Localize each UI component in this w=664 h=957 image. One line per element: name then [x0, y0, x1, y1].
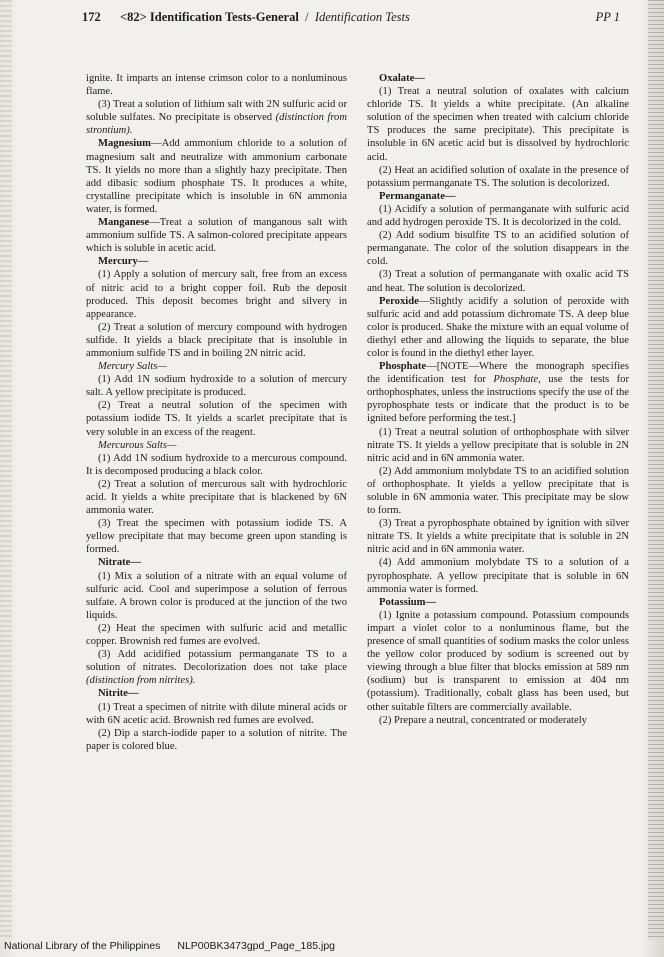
- text-run: (3) Add acidified potassium permanganate TS to a solution of nitrates. Decolorization does not take place: [86, 649, 347, 674]
- paragraph: (1) Treat a neutral solution of oxalates with calcium chloride TS. It yields a white precipitate. (An alkaline solution of the specimen when treated with calcium chloride TS produces the same precipitate). This precipitate is insoluble in 6N acetic acid but is dissolved by hydrochloric acid.: [367, 86, 629, 163]
- test-entry-phosphate: [367, 360, 629, 425]
- chapter-number: <82>: [120, 10, 147, 24]
- text-run: (3) Treat a solution of lithium salt with 2N sulfuric acid or soluble sulfates. No precipitate is observed: [86, 99, 347, 124]
- right-column: [367, 72, 629, 727]
- paragraph: (1) Ignite a potassium compound. Potassium compounds impart a violet color to a nonluminous flame, but the presence of small quantities of sodium masks the color unless the yellow color produced by sodium is screened out by viewing through a blue filter that blocks emission at 589 nm (sodium) but is transparent to emission at 404 nm (potassium). Traditionally, cobalt glass has been used, but other suitable filters are commercially available.: [367, 609, 629, 713]
- left-column: [86, 72, 347, 753]
- test-text: —Slightly acidify a solution of peroxide with sulfuric acid and add potassium dichromate TS. A deep blue color is produced. Shake the mixture with an equal volume of diethyl ether and allowing the liquids to separate, the blue color is found in the diethyl ether layer.: [367, 295, 629, 359]
- italic-note: (distinction from strontium).: [86, 112, 347, 137]
- test-heading: Magnesium: [98, 138, 151, 150]
- test-heading-nitrite: Nitrite—: [98, 688, 139, 700]
- paragraph: (2) Heat an acidified solution of oxalate in the presence of potassium permanganate TS. The solution is decolorized.: [367, 164, 629, 189]
- paragraph: (1) Add 1N sodium hydroxide to a mercurous compound. It is decomposed producing a black color.: [86, 452, 347, 477]
- test-entry-magnesium: [86, 137, 347, 216]
- chapter-heading: [120, 10, 410, 25]
- header-separator: /: [305, 10, 309, 24]
- paragraph: (2) Dip a starch-iodide paper to a solution of nitrite. The paper is colored blue.: [86, 727, 347, 752]
- paragraph: (2) Treat a neutral solution of the specimen with potassium iodide TS. It yields a scarlet precipitate that is very soluble in an excess of the reagent.: [86, 400, 347, 438]
- scan-footer: [4, 940, 660, 955]
- subheading-mercuric-salts: Mercury Salts—: [98, 361, 167, 373]
- paragraph: (3) Treat a pyrophosphate obtained by ignition with silver nitrate TS. It yields a white precipitate that is soluble in 2N nitric acid and in 6N ammonia water.: [367, 518, 629, 556]
- paragraph: (2) Treat a solution of mercury compound with hydrogen sulfide. It yields a black precipitate that is insoluble in ammonium sulfide TS and in boiling 2N nitric acid.: [86, 321, 347, 359]
- paragraph: (4) Add ammonium molybdate TS to a solution of a pyrophosphate. A yellow precipitate that is soluble in 6N ammonia water is formed.: [367, 557, 629, 595]
- subheading-mercurous-salts: Mercurous Salts—: [98, 439, 177, 451]
- paragraph: (3) Treat a solution of permanganate with oxalic acid TS and heat. The solution is decolorized.: [367, 269, 629, 294]
- italic-term: Phosphate: [493, 374, 539, 386]
- chapter-title: Identification Tests-General: [149, 10, 299, 24]
- test-heading-permanganate: Permanganate—: [379, 190, 456, 202]
- paragraph: (1) Mix a solution of a nitrate with an equal volume of sulfuric acid. Cool and superimpose a solution of ferrous sulfate. A brown color is produced at the junction of the two liquids.: [86, 570, 347, 621]
- paragraph: (1) Treat a specimen of nitrite with dilute mineral acids or with 6N acetic acid. Brownish red fumes are evolved.: [86, 701, 347, 726]
- page-right-edge: [648, 0, 664, 940]
- paragraph: (1) Add 1N sodium hydroxide to a solution of mercury salt. A yellow precipitate is produced.: [86, 374, 347, 399]
- file-name: NLP00BK3473gpd_Page_185.jpg: [177, 940, 335, 952]
- paragraph: [86, 98, 347, 137]
- test-entry-peroxide: [367, 295, 629, 360]
- running-header: [82, 8, 620, 28]
- test-heading: Peroxide: [379, 295, 419, 307]
- paragraph: (1) Acidify a solution of permanganate with sulfuric acid and add hydrogen peroxide TS. It is decolorized in the cold.: [367, 203, 629, 229]
- test-text: —Treat a solution of manganous salt with ammonium sulfide TS. A salmon-colored precipitate appears which is soluble in acetic acid.: [86, 217, 347, 255]
- paragraph: (1) Apply a solution of mercury salt, free from an excess of nitric acid to a bright copper foil. Rub the deposit produced. This deposit becomes bright and silvery in appearance.: [86, 269, 347, 320]
- paragraph: (2) Add ammonium molybdate TS to an acidified solution of orthophosphate. It yields a yellow precipitate that is soluble in 6N ammonia water. This precipitate may be slow to form.: [367, 465, 629, 517]
- page-left-edge: [0, 0, 12, 940]
- edition-label: PP 1: [595, 10, 620, 24]
- paragraph: (2) Heat the specimen with sulfuric acid and metallic copper. Brownish red fumes are evolved.: [86, 622, 347, 648]
- paragraph: (1) Treat a neutral solution of orthophosphate with silver nitrate TS. It yields a yellow precipitate that is soluble in 2N nitric acid and in 6N ammonia water.: [367, 426, 629, 464]
- paragraph: (3) Treat the specimen with potassium iodide TS. A yellow precipitate that may become green upon standing is formed.: [86, 518, 347, 556]
- paragraph: ignite. It imparts an intense crimson color to a nonluminous flame.: [86, 73, 347, 98]
- page-number: 172: [82, 10, 101, 24]
- italic-note: (distinction from nitrites).: [86, 675, 196, 687]
- test-heading: Phosphate: [379, 361, 427, 373]
- test-entry-manganese: [86, 216, 347, 255]
- note-text: —[NOTE—Where the monograph specifies the identification test for: [367, 361, 629, 386]
- library-credit: National Library of the Philippines: [4, 940, 161, 952]
- note-text: , use the tests for orthophosphates, unless the instructions specify the use of the pyrophosphate tests or indicate that the product is to be ignited before performing the test.]: [367, 374, 629, 425]
- test-text: —Add ammonium chloride to a solution of magnesium salt and neutralize with ammonium carbonate TS. It yields no more than a slightly hazy precipitate. Then add dibasic sodium phosphate TS. It produces a white, crystalline precipitate which is insoluble in 6N ammonia water, is formed.: [86, 138, 347, 215]
- paragraph: (2) Prepare a neutral, concentrated or moderately: [379, 714, 587, 726]
- paragraph: [86, 648, 347, 687]
- paragraph: (2) Add sodium bisulfite TS to an acidified solution of permanganate. The color of the solution disappears in the cold.: [367, 230, 629, 268]
- test-heading-nitrate: Nitrate—: [98, 557, 141, 569]
- section-title: Identification Tests: [314, 10, 410, 24]
- test-heading-mercury: Mercury—: [98, 256, 149, 268]
- test-heading: Manganese: [98, 217, 150, 229]
- test-heading-potassium: Potassium—: [379, 596, 437, 608]
- paragraph: (2) Treat a solution of mercurous salt with hydrochloric acid. It yields a white precipitate that is blackened by 6N ammonia water.: [86, 478, 347, 517]
- test-heading-oxalate: Oxalate—: [379, 73, 425, 84]
